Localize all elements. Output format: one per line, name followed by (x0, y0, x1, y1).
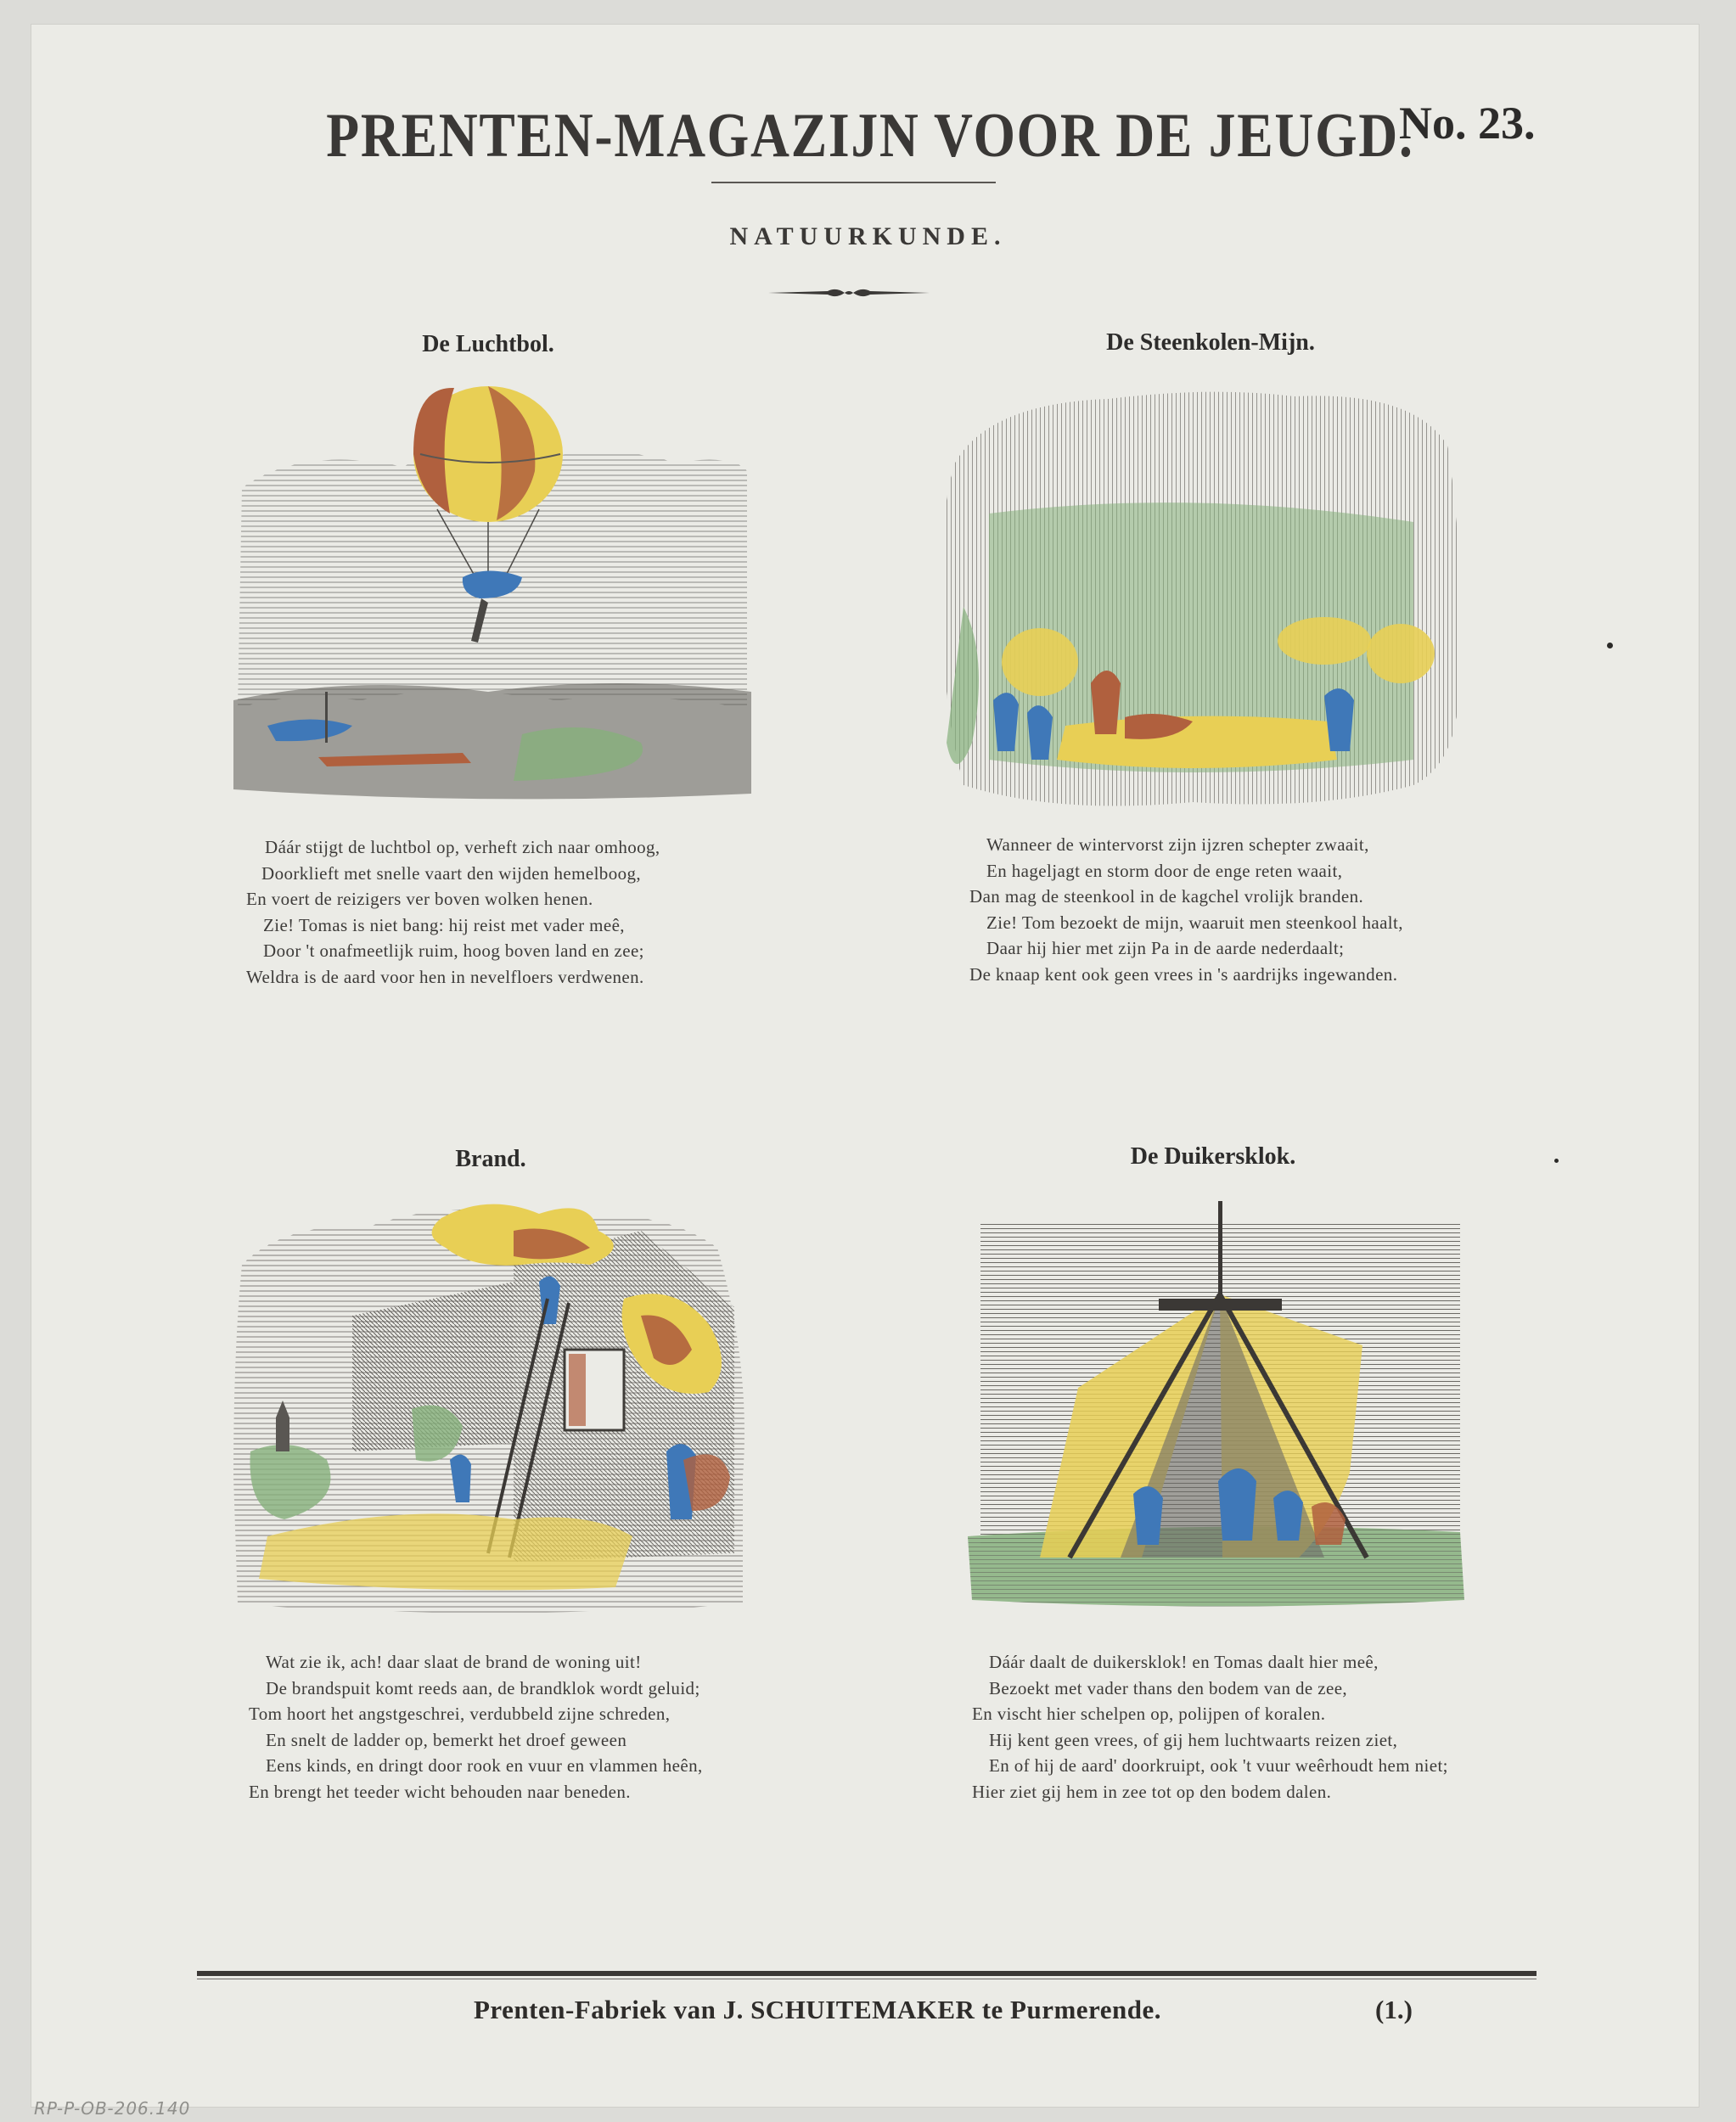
illustration-balloon (233, 386, 751, 802)
verse-line: Door 't onafmeetlijk ruim, hoog boven land en zee; (263, 940, 644, 961)
verse-line: En voert de reizigers ver boven wolken henen. (246, 889, 593, 909)
verse-line: En snelt de ladder op, bemerkt het droef geween (266, 1729, 627, 1750)
verse-line: Daar hij hier met zijn Pa in de aarde nederdaalt; (986, 938, 1345, 958)
ink-speck (1554, 1159, 1559, 1163)
verse-line: Hier ziet gij hem in zee tot op den bodem dalen. (972, 1781, 1332, 1802)
ink-speck (1607, 643, 1613, 648)
illustration-diving-bell (968, 1201, 1469, 1617)
panel-title-brand: Brand. (455, 1146, 526, 1172)
verse-brand (249, 1649, 792, 1805)
title-rule (711, 182, 996, 183)
panel-title-steenkolen-mijn: De Steenkolen-Mijn. (1106, 329, 1315, 356)
verse-line: Wanneer de wintervorst zijn ijzren schepter zwaait, (986, 834, 1369, 855)
verse-line: Bezoekt met vader thans den bodem van de zee, (989, 1677, 1348, 1698)
verse-steenkolen-mijn (969, 832, 1513, 987)
verse-line: Wat zie ik, ach! daar slaat de brand de woning uit! (266, 1652, 642, 1672)
verse-line: Eens kinds, en dringt door rook en vuur en vlammen heên, (266, 1755, 703, 1776)
panel-title-luchtbol: De Luchtbol. (422, 331, 554, 357)
publisher-line: Prenten-Fabriek van J. SCHUITEMAKER te Purmerende. (474, 1995, 1161, 2024)
verse-line: Doorklieft met snelle vaart den wijden hemelboog, (261, 862, 642, 884)
panel-title-duikersklok: De Duikersklok. (1130, 1143, 1296, 1170)
verse-line: Dáár daalt de duikersklok! en Tomas daalt hier meê, (989, 1652, 1379, 1672)
verse-line: De brandspuit komt reeds aan, de brandklok wordt geluid; (266, 1677, 700, 1698)
verse-line: En vischt hier schelpen op, polijpen of koralen. (972, 1704, 1326, 1724)
verse-line: De knaap kent ook geen vrees in 's aardrijks ingewanden. (969, 963, 1398, 985)
illustration-coal-mine (938, 386, 1469, 815)
verse-luchtbol (246, 834, 789, 990)
verse-line: Weldra is de aard voor hen in nevelfloers verdwenen. (246, 966, 644, 987)
verse-line: Zie! Tom bezoekt de mijn, waaruit men steenkool haalt, (986, 912, 1403, 933)
verse-line: En brengt het teeder wicht behouden naar beneden. (249, 1781, 631, 1802)
footer-rule (197, 1971, 1537, 1976)
ornament-divider (768, 283, 930, 302)
verse-line: Dáár stijgt de luchtbol op, verheft zich naar omhoog, (265, 837, 660, 857)
subject-heading: NATUURKUNDE. (729, 222, 1007, 250)
page-number: (1.) (1375, 1995, 1413, 2024)
inventory-mark: RP-P-OB-206.140 (34, 2098, 191, 2119)
illustration-house-fire (233, 1197, 760, 1621)
verse-line: Hij kent geen vrees, of gij hem luchtwaarts reizen ziet, (989, 1729, 1398, 1750)
issue-number: No. 23. (1399, 98, 1536, 149)
verse-line: Zie! Tomas is niet bang: hij reist met vader meê, (263, 914, 625, 935)
verse-line: Dan mag de steenkool in de kagchel vrolijk branden. (969, 886, 1364, 907)
verse-duikersklok (972, 1649, 1515, 1805)
page-title: PRENTEN-MAGAZIJN VOOR DE JEUGD. (326, 101, 1414, 171)
verse-line: Tom hoort het angstgeschrei, verdubbeld zijne schreden, (249, 1704, 671, 1724)
verse-line: En of hij de aard' doorkruipt, ook 't vuur weêrhoudt hem niet; (989, 1755, 1448, 1776)
verse-line: En hageljagt en storm door de enge reten waait, (986, 860, 1343, 881)
